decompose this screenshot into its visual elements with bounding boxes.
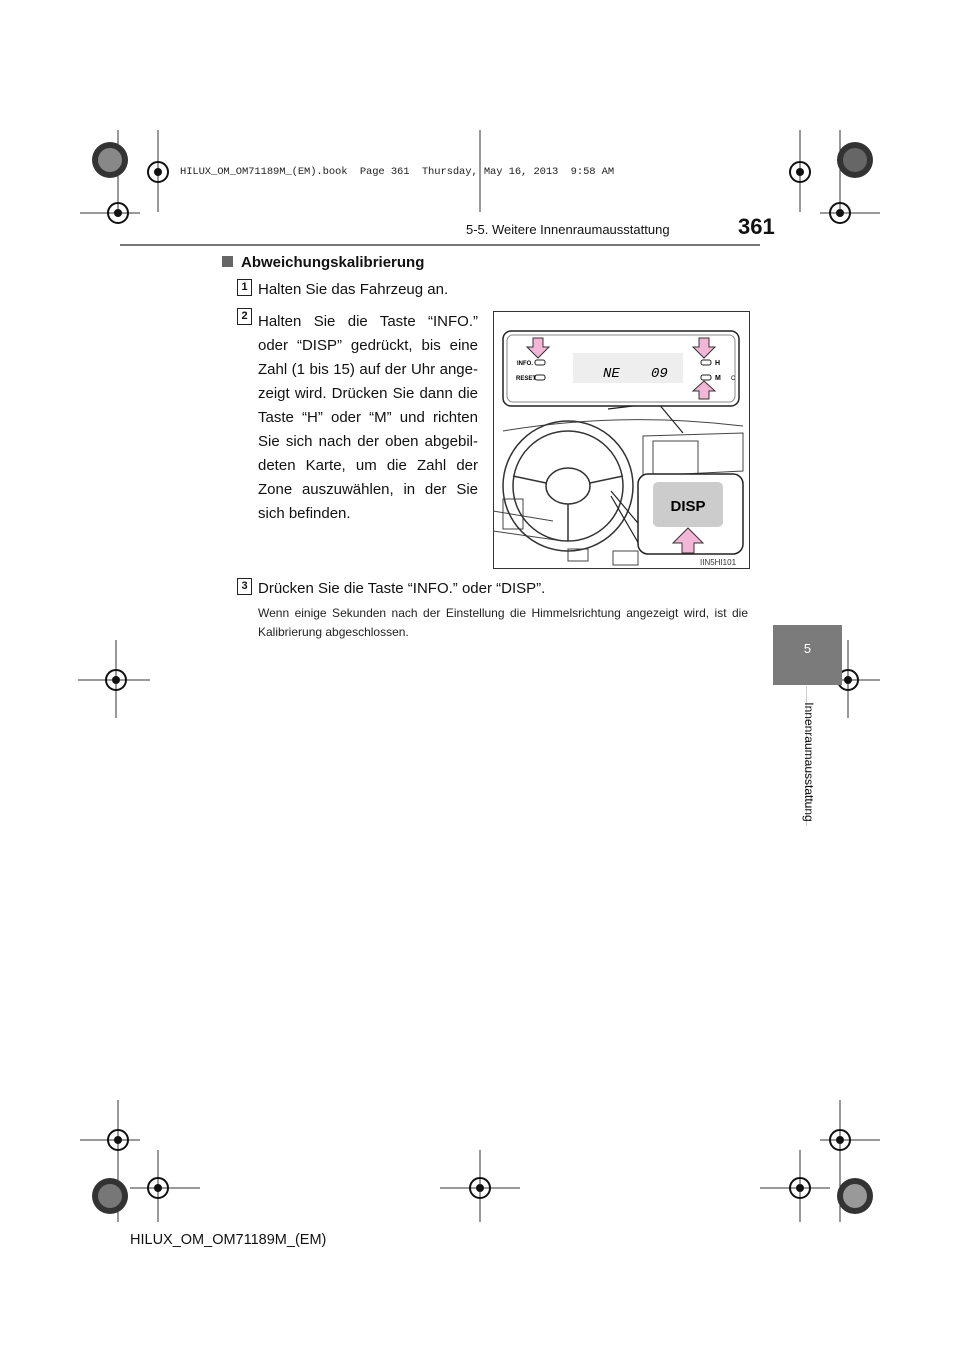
book-info: HILUX_OM_OM71189M_(EM).book Page 361 Thursday, May 16, 2013 9:58 AM [180,166,615,178]
h-label: H [715,360,721,367]
disp-button-label: DISP [670,498,706,515]
m-label: M [715,375,721,382]
dashboard-illustration [493,311,750,569]
info-label: INFO. [517,361,533,367]
step-3-badge: 3 [237,578,252,595]
step-3-text: Drücken Sie die Taste “INFO.” oder “DISP”. [258,580,546,597]
header-rule [120,244,760,246]
chapter-label: Innenraumausstattung [802,702,816,822]
step-2-badge: 2 [237,308,252,325]
section-title: 5-5. Weitere Innenraumausstattung [466,222,670,237]
reset-label: RESET [516,376,537,382]
step-1-badge: 1 [237,279,252,296]
section-heading [222,254,424,271]
heading-text: Abweichungskalibrierung [241,254,425,271]
page-number: 361 [738,214,775,239]
step-1-text: Halten Sie das Fahrzeug an. [258,281,449,298]
heading-bullet-icon [222,256,233,267]
step-2-text: Halten Sie die Taste “INFO.” oder “DISP” gedrückt, bis eine Zahl (1 bis 15) auf der Uhr ange-zeigt wird. Drücken Sie dann die Taste “H” oder “M” und richten Sie sich nach der oben abgebil-deten Karte, um die Zahl der Zone auszuwählen, in der Sie sich befinden. [258,313,478,522]
footer-model-code: HILUX_OM_OM71189M_(EM) [130,1232,327,1248]
chapter-number: 5 [803,641,812,656]
note-text: Wenn einige Sekunden nach der Einstellung die Himmelsrichtung angezeigt wird, ist die Kalibrierung abgeschlossen. [258,606,748,639]
zone-readout: 09 [651,366,668,382]
figure-id: IIN5HI101 [700,558,737,567]
direction-readout: NE [603,366,620,382]
c-label: C [731,376,736,382]
chapter-tab [773,625,842,685]
